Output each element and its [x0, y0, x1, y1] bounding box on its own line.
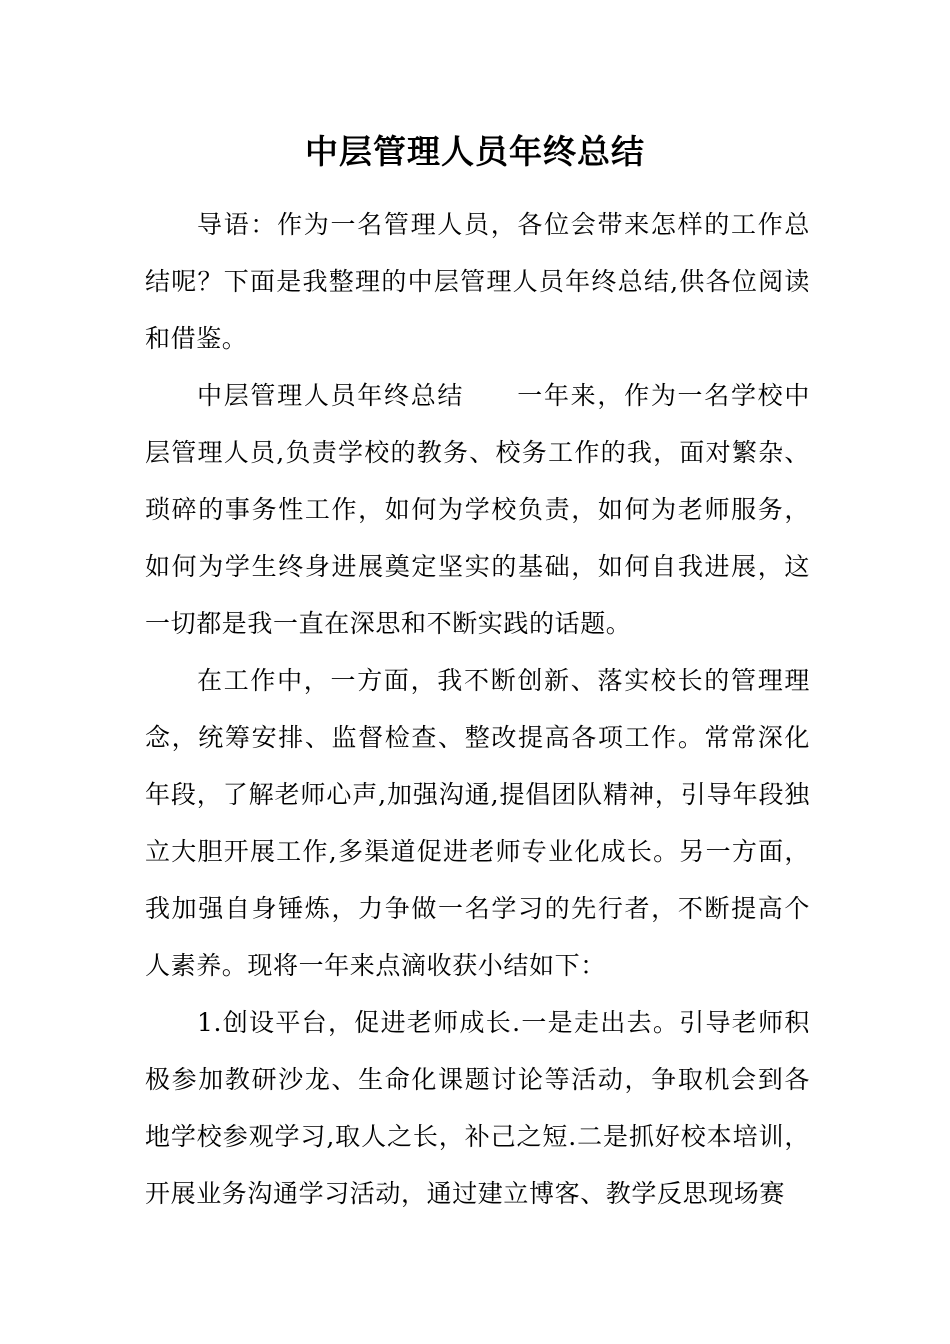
document-title: 中层管理人员年终总结 — [305, 132, 645, 171]
summary-heading: 中层管理人员年终总结 — [197, 381, 465, 410]
item-1-paragraph: 1.创设平台，促进老师成长.一是走出去。引导老师积极参加教研沙龙、生命化课题讨论等活动，争取机会到各地学校参观学习,取人之长，补己之短.二是抓好校本培训，开展业务沟通学习活动，通过建立博客、教学反思现场赛 — [145, 1008, 810, 1208]
document-body — [145, 196, 810, 1222]
summary-text: 一年来，作为一名学校中层管理人员,负责学校的教务、校务工作的我，面对繁杂、琐碎的事务性工作，如何为学校负责，如何为老师服务，如何为学生终身进展奠定坚实的基础，如何自我进展，这一切都是我一直在深思和不断实践的话题。 — [145, 381, 810, 638]
work-paragraph: 在工作中，一方面，我不断创新、落实校长的管理理念，统筹安排、监督检查、整改提高各项工作。常常深化年段，了解老师心声,加强沟通,提倡团队精神，引导年段独立大胆开展工作,多渠道促进老师专业化成长。另一方面，我加强自身锤炼，力争做一名学习的先行者，不断提高个人素养。现将一年来点滴收获小结如下： — [145, 666, 810, 980]
intro-paragraph: 导语：作为一名管理人员，各位会带来怎样的工作总结呢？下面是我整理的中层管理人员年终总结,供各位阅读和借鉴。 — [145, 210, 810, 353]
summary-paragraph — [145, 367, 810, 652]
